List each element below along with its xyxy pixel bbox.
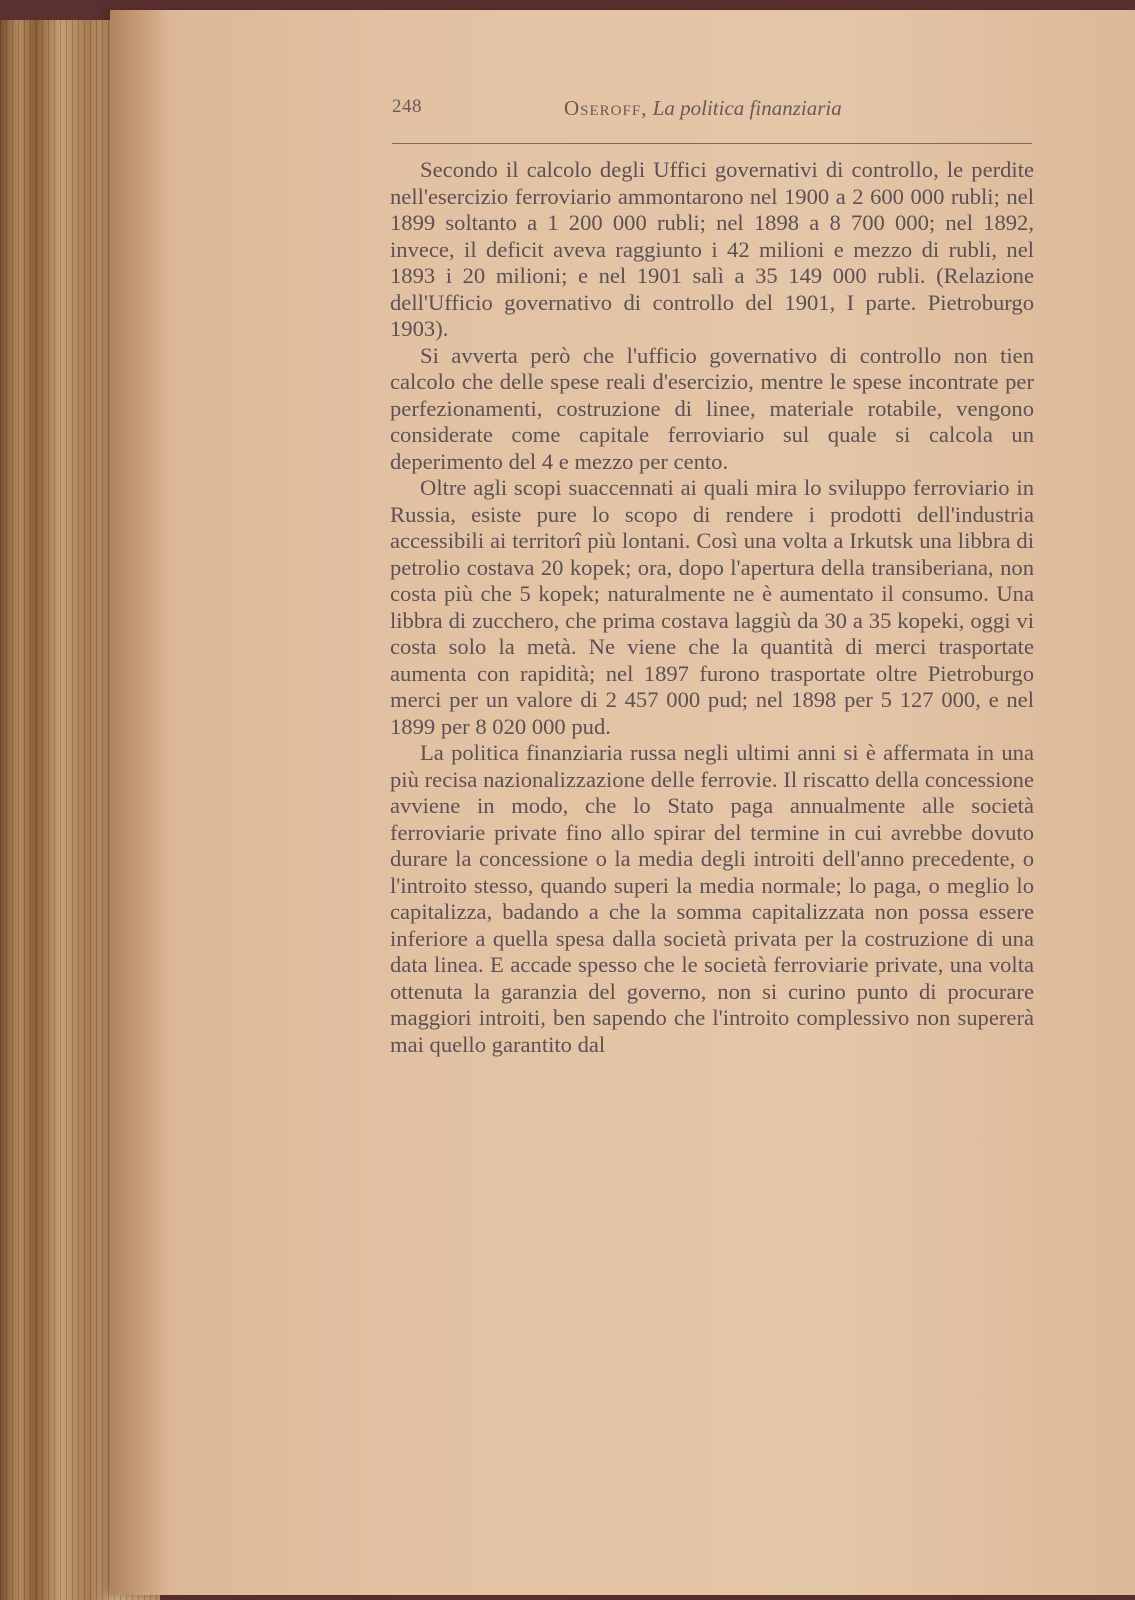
running-title-work: La politica finanziaria xyxy=(652,96,842,120)
paragraph: Oltre agli scopi suaccennati ai quali mira lo sviluppo ferroviario in Russia, esiste pure lo scopo di rendere i prodotti dell'industria accessibili ai territorî più lontani. Così una volta a Irkutsk una libbra di petrolio costava 20 kopek; ora, dopo l'apertura della transiberiana, non costa più che 5 kopek; naturalmente ne è aumentato il consumo. Una libbra di zucchero, che prima costava laggiù da 30 a 35 kopeki, oggi vi costa solo la metà. Ne viene che la quantità di merci trasportate aumenta con rapidità; nel 1897 furono trasportate oltre Pietroburgo merci per un valore di 2 457 000 pud; nel 1898 per 5 127 000, e nel 1899 per 8 020 000 pud. xyxy=(390,475,1034,739)
running-title xyxy=(564,96,842,121)
paragraph: Si avverta però che l'ufficio governativo di controllo non tien calcolo che delle spese reali d'esercizio, mentre le spese incontrate per perfezionamenti, costruzione di linee, materiale rotabile, vengono considerate come capitale ferroviario sul quale si calcola un deperimento del 4 e mezzo per cento. xyxy=(390,342,1034,474)
header-rule xyxy=(392,143,1032,144)
paragraph: Secondo il calcolo degli Uffici governativi di controllo, le perdite nell'esercizio ferroviario ammontarono nel 1900 a 2 600 000 rubli; nel 1899 soltanto a 1 200 000 rubli; nel 1898 a 8 700 000; nel 1892, invece, il deficit aveva raggiunto i 42 milioni e mezzo di rubli, nel 1893 i 20 milioni; e nel 1901 salì a 35 149 000 rubli. (Relazione dell'Ufficio governativo di controllo del 1901, I parte. Pietroburgo 1903). xyxy=(390,157,1034,341)
body-text xyxy=(390,157,1034,1058)
running-header xyxy=(392,96,1032,126)
paragraph: La politica finanziaria russa negli ultimi anni si è affermata in una più recisa nazionalizzazione delle ferrovie. Il riscatto della concessione avviene in modo, che lo Stato paga annualmente alle società ferroviarie private fino allo spirar del termine in cui avrebbe dovuto durare la concessione o la media degli introiti dell'anno precedente, o l'introito stesso, quando superi la media normale; lo paga, o meglio lo capitalizza, badando a che la somma capitalizzata non possa essere inferiore a quella spesa dalla società privata per la costruzione di una data linea. E accade spesso che le società ferroviarie private, una volta ottenuta la garanzia del governo, non si curino punto di procurare maggiori introiti, ben sapendo che l'introito complessivo non supererà mai quello garantito dal xyxy=(390,740,1034,1057)
page-number: 248 xyxy=(392,96,422,117)
running-title-author: Oseroff, xyxy=(564,96,648,120)
